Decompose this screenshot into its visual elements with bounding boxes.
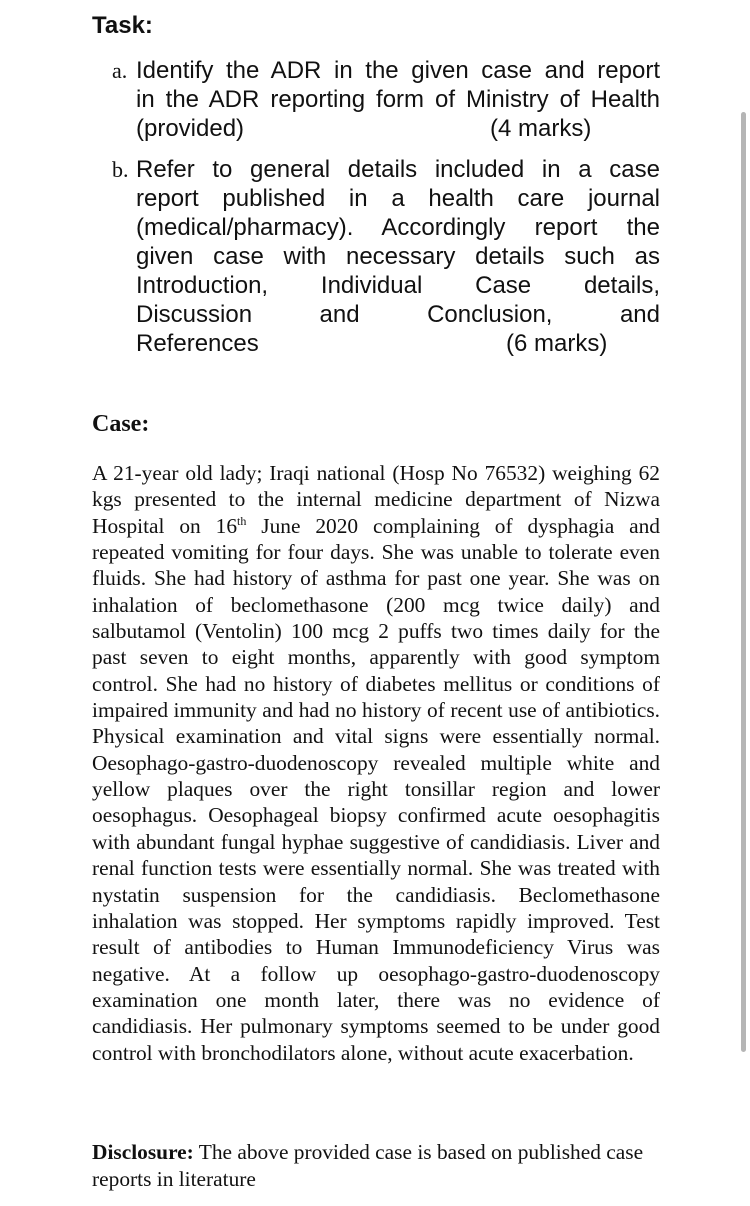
task-marks: (4 marks) <box>490 115 592 142</box>
case-text-part: A 21-year old lady; Iraqi national (Hosp No 76532) weighing 62 kgs presented to the internal medicine department of Nizwa Hospital on 16 <box>92 461 660 538</box>
case-heading: Case: <box>92 411 150 437</box>
task-line: (medical/pharmacy). Accordingly report the <box>136 214 660 241</box>
task-line: given case with necessary details such as <box>136 243 660 270</box>
task-line: Refer to general details included in a case <box>136 156 660 183</box>
ordinal-suffix: th <box>237 513 247 528</box>
task-line: report published in a health care journal <box>136 185 660 212</box>
task-line: in the ADR reporting form of Ministry of Health <box>136 86 660 113</box>
task-last-line-text: (provided) <box>136 115 245 142</box>
task-last-line-text: References <box>136 330 259 357</box>
task-line: Discussion and Conclusion, and <box>136 301 660 328</box>
task-line: Identify the ADR in the given case and report <box>136 57 660 84</box>
task-last-line <box>136 329 660 358</box>
task-marks: (6 marks) <box>506 330 608 357</box>
task-item-body <box>136 155 660 358</box>
task-item-b <box>112 155 660 358</box>
task-line: Introduction, Individual Case details, <box>136 272 660 299</box>
task-item-marker: b. <box>112 157 129 182</box>
case-text-part: June 2020 complaining of dysphagia and repeated vomiting for four days. She was unable to tolerate even fluids. She had history of asthma for past one year. She was on inhalation of beclomethasone (200 mcg twice daily) and salbutamol (Ventolin) 100 mcg 2 puffs two times daily for the past seven to eight months, apparently with good symptom control. She had no history of diabetes mellitus or conditions of impaired immunity and had no history of recent use of antibiotics. Physical examination and vital signs were essentially normal. Oesophago-gastro-duodenoscopy revealed multiple white and yellow plaques over the right tonsillar region and lower oesophagus. Oesophageal biopsy confirmed acute oesophagitis with abundant fungal hyphae suggestive of candidiasis. Liver and renal function tests were essentially normal. She was treated with nystatin suspension for the candidiasis. Beclomethasone inhalation was stopped. Her symptoms rapidly improved. Test result of antibodies to Human Immunodeficiency Virus was negative. At a follow up oesophago-gastro-duodenoscopy examination one month later, there was no evidence of candidiasis. Her pulmonary symptoms seemed to be under good control with bronchodilators alone, without acute exacerbation. <box>92 513 660 1065</box>
task-item-a <box>112 56 660 143</box>
disclosure <box>92 1139 652 1192</box>
task-item-marker: a. <box>112 58 128 83</box>
disclosure-label: Disclosure: <box>92 1140 194 1164</box>
task-heading: Task: <box>92 12 153 39</box>
disclosure-text: The above provided case is based on published case reports in literature <box>92 1140 644 1191</box>
task-item-body <box>136 56 660 143</box>
scrollbar[interactable] <box>741 112 746 1052</box>
case-description <box>92 460 660 1066</box>
task-last-line <box>136 114 660 143</box>
